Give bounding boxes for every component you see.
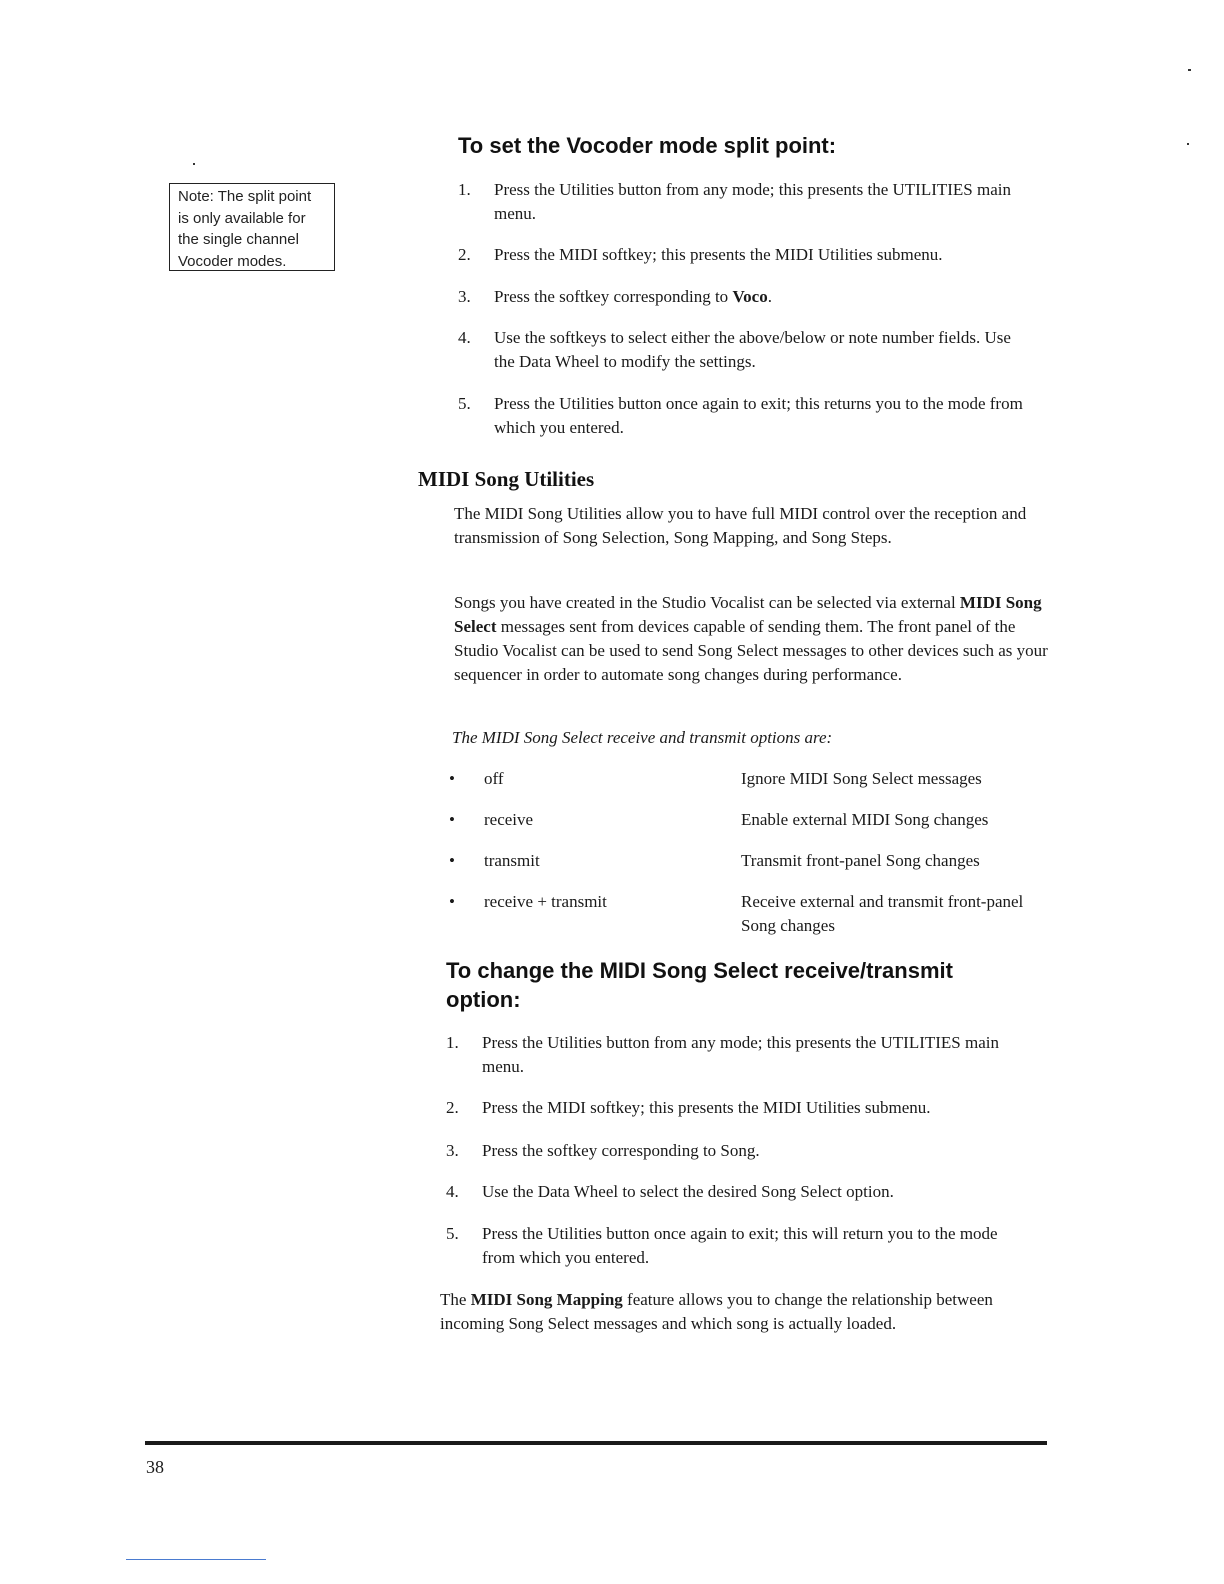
bullet: • [449, 892, 455, 911]
scan-speck [1187, 143, 1189, 145]
step-number: 3. [446, 1141, 459, 1160]
page-number: 38 [146, 1457, 164, 1477]
song-mapping-paragraph [440, 1288, 1040, 1336]
bullet: • [449, 769, 455, 788]
step-text: Press the MIDI softkey; this presents the MIDI Utilities submenu. [494, 245, 943, 264]
step-text: Press the Utilities button once again to exit; this will return you to the mode from which you entered. [482, 1224, 998, 1267]
option-description: Ignore MIDI Song Select messages [741, 769, 982, 788]
para-text: Songs you have created in the Studio Vocalist can be selected via external [454, 593, 960, 612]
step-number: 5. [458, 394, 471, 413]
step-number: 2. [458, 245, 471, 264]
step-text: Press the softkey corresponding to Song. [482, 1141, 760, 1160]
list-item [458, 392, 1033, 440]
song-select-paragraph [454, 591, 1049, 687]
intro-paragraph: The MIDI Song Utilities allow you to have full MIDI control over the reception and transmission of Song Selection, Song Mapping, and Song Steps. [454, 504, 1027, 547]
option-description: Transmit front-panel Song changes [741, 851, 980, 870]
step-number: 5. [446, 1224, 459, 1243]
option-description: Enable external MIDI Song changes [741, 810, 989, 829]
note-line: the single channel [178, 231, 299, 248]
step-text: Press the Utilities button from any mode; this presents the UTILITIES main menu. [482, 1033, 999, 1076]
step-text: Press the Utilities button once again to exit; this returns you to the mode from which you entered. [494, 394, 1023, 437]
step-text: Press the MIDI softkey; this presents the MIDI Utilities submenu. [482, 1098, 931, 1117]
options-intro: The MIDI Song Select receive and transmit options are: [452, 728, 833, 747]
sidebar-note [169, 183, 335, 271]
change-song-select-heading [446, 956, 953, 1014]
step-number: 1. [458, 180, 471, 199]
step-number: 4. [458, 328, 471, 347]
para-bold-term: MIDI Song Mapping [470, 1290, 623, 1309]
note-line: Note: The split point [178, 188, 312, 205]
step-text: Press the Utilities button from any mode; this presents the UTILITIES main menu. [494, 180, 1011, 223]
bullet: • [449, 810, 455, 829]
options-list [449, 767, 1049, 955]
step-text-bold: Voco [732, 287, 768, 306]
step-text: Use the Data Wheel to select the desired Song Select option. [482, 1182, 894, 1201]
para-text: messages sent from devices capable of sending them. The front panel of the Studio Vocalist can be used to send Song Select messages to other devices such as your sequencer in order to automate song changes during performance. [454, 617, 1048, 684]
list-item [458, 178, 1033, 226]
step-text-pre: Press the softkey corresponding to [494, 287, 733, 306]
list-item [458, 285, 1033, 309]
list-item [449, 767, 1049, 791]
list-item [446, 1180, 1026, 1204]
step-text: Use the softkeys to select either the above/below or note number fields. Use the Data Wheel to modify the settings. [494, 328, 1011, 371]
step-number: 2. [446, 1098, 459, 1117]
heading-line: To change the MIDI Song Select receive/transmit [446, 958, 953, 983]
vocoder-split-heading: To set the Vocoder mode split point: [458, 133, 837, 158]
option-description: Receive external and transmit front-panel Song changes [741, 892, 1024, 935]
step-text-post: . [767, 287, 772, 306]
list-item [458, 243, 1033, 267]
para-text: The [440, 1290, 471, 1309]
list-item [446, 1139, 1026, 1163]
list-item [446, 1222, 1026, 1270]
bullet: • [449, 851, 455, 870]
list-item [458, 326, 1033, 374]
note-line: is only available for [178, 209, 306, 227]
vocoder-steps-list [458, 178, 1033, 440]
option-name: receive + transmit [484, 892, 607, 911]
step-number: 1. [446, 1033, 459, 1052]
list-item [446, 1031, 1026, 1079]
option-name: transmit [484, 851, 540, 870]
option-name: receive [484, 810, 534, 829]
scan-edge-line [126, 1559, 266, 1560]
list-item [449, 849, 1049, 873]
heading-line: option: [446, 987, 521, 1012]
para-bold-term: MIDI Song Select [454, 593, 1042, 636]
scan-speck [193, 163, 195, 165]
list-item [449, 890, 1049, 938]
scan-speck [1188, 69, 1191, 71]
note-line: Vocoder modes. [178, 252, 287, 270]
list-item [449, 808, 1049, 832]
midi-song-utilities-heading: MIDI Song Utilities [418, 467, 595, 491]
option-name: off [484, 769, 504, 788]
list-item [446, 1096, 1026, 1120]
para-text: feature allows you to change the relationship between incoming Song Select messages and which song is actually loaded. [440, 1290, 993, 1333]
step-number: 3. [458, 287, 471, 306]
song-select-steps-list [446, 1031, 1026, 1270]
step-number: 4. [446, 1182, 459, 1201]
footer-rule [145, 1441, 1047, 1445]
